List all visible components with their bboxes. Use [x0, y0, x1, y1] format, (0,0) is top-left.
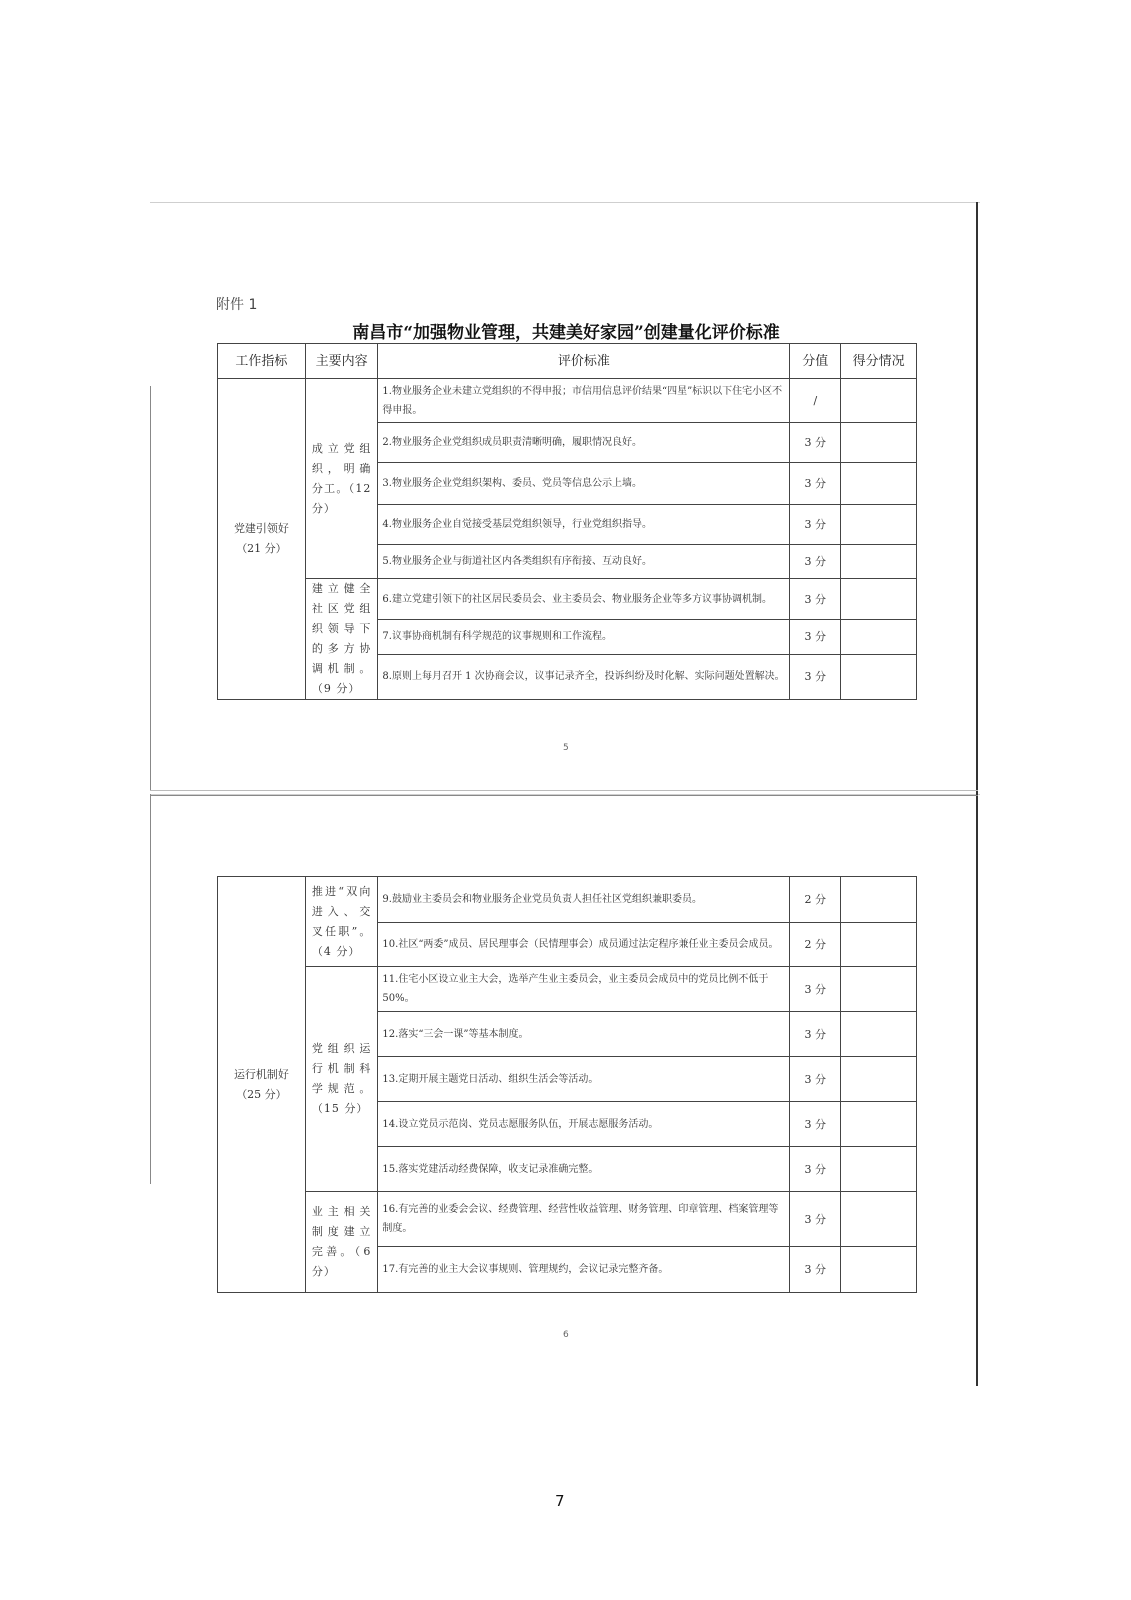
score-cell: 3 分: [790, 1012, 841, 1057]
score-cell: 3 分: [790, 545, 841, 579]
score-cell: 3 分: [790, 423, 841, 463]
header-obtained: 得分情况: [841, 344, 917, 379]
score-cell: 2 分: [790, 923, 841, 967]
scan-page-fold: [150, 790, 978, 796]
criteria-cell: 13.定期开展主题党日活动、组织生活会等活动。: [378, 1057, 790, 1102]
obtained-score-cell: [841, 654, 917, 699]
score-cell: 3 分: [790, 1057, 841, 1102]
obtained-score-cell: [841, 620, 917, 655]
document-title: 南昌市“加强物业管理，共建美好家园”创建量化评价标准: [352, 323, 780, 343]
evaluation-table-part-1: [217, 343, 917, 700]
evaluation-table-part-2: [217, 876, 917, 1293]
score-cell: 3 分: [790, 1247, 841, 1293]
criteria-cell: 3.物业服务企业党组织架构、委员、党员等信息公示上墙。: [378, 463, 790, 505]
score-cell: 3 分: [790, 620, 841, 655]
content-cell: 党组织运行机制科学规范。（15 分）: [305, 967, 378, 1192]
indicator-cell: 党建引领好（21 分）: [218, 379, 306, 700]
header-criteria: 评价标准: [378, 344, 790, 379]
obtained-score-cell: [841, 1102, 917, 1147]
obtained-score-cell: [841, 923, 917, 967]
criteria-cell: 5.物业服务企业与街道社区内各类组织有序衔接、互动良好。: [378, 545, 790, 579]
score-cell: 3 分: [790, 1102, 841, 1147]
obtained-score-cell: [841, 877, 917, 923]
score-cell: 3 分: [790, 1192, 841, 1247]
score-cell: 2 分: [790, 877, 841, 923]
content-cell: 成立党组织，明确分工。（12 分）: [305, 379, 378, 579]
criteria-cell: 7.议事协商机制有科学规范的议事规则和工作流程。: [378, 620, 790, 655]
scan-edge-left-top: [150, 386, 151, 790]
criteria-cell: 8.原则上每月召开 1 次协商会议，议事记录齐全，投诉纠纷及时化解、实际问题处置解决。: [378, 654, 790, 699]
attachment-label: 附件 1: [216, 297, 258, 313]
criteria-cell: 2.物业服务企业党组织成员职责清晰明确，履职情况良好。: [378, 423, 790, 463]
header-content: 主要内容: [305, 344, 378, 379]
obtained-score-cell: [841, 1057, 917, 1102]
obtained-score-cell: [841, 545, 917, 579]
criteria-cell: 6.建立党建引领下的社区居民委员会、业主委员会、物业服务企业等多方议事协调机制。: [378, 579, 790, 620]
header-indicator: 工作指标: [218, 344, 306, 379]
obtained-score-cell: [841, 463, 917, 505]
obtained-score-cell: [841, 1012, 917, 1057]
table-row: [218, 1192, 917, 1247]
score-cell: 3 分: [790, 579, 841, 620]
header-score: 分值: [790, 344, 841, 379]
content-cell: 建立健全社区党组织领导下的多方协调机制。（9 分）: [305, 579, 378, 700]
table-row: [218, 379, 917, 423]
obtained-score-cell: [841, 1147, 917, 1192]
criteria-cell: 10.社区“两委”成员、居民理事会（民情理事会）成员通过法定程序兼任业主委员会成员。: [378, 923, 790, 967]
obtained-score-cell: [841, 967, 917, 1012]
obtained-score-cell: [841, 505, 917, 545]
obtained-score-cell: [841, 579, 917, 620]
criteria-cell: 11.住宅小区设立业主大会，选举产生业主委员会，业主委员会成员中的党员比例不低于 50%。: [378, 967, 790, 1012]
criteria-cell: 4.物业服务企业自觉接受基层党组织领导，行业党组织指导。: [378, 505, 790, 545]
table-row: [218, 579, 917, 620]
content-cell: 推进“双向进入、交叉任职”。（4 分）: [305, 877, 378, 967]
score-cell: 3 分: [790, 967, 841, 1012]
scan-page-number: 5: [563, 743, 569, 753]
obtained-score-cell: [841, 423, 917, 463]
scan-page-number: 6: [563, 1330, 569, 1340]
indicator-cell: 运行机制好（25 分）: [218, 877, 306, 1293]
scan-edge-left-bottom: [150, 794, 151, 1184]
score-cell: 3 分: [790, 654, 841, 699]
content-cell: 业主相关制度建立完善。（6 分）: [305, 1192, 378, 1293]
obtained-score-cell: [841, 1192, 917, 1247]
criteria-cell: 14.设立党员示范岗、党员志愿服务队伍，开展志愿服务活动。: [378, 1102, 790, 1147]
criteria-cell: 17.有完善的业主大会议事规则、管理规约，会议记录完整齐备。: [378, 1247, 790, 1293]
obtained-score-cell: [841, 379, 917, 423]
criteria-cell: 16.有完善的业委会会议、经费管理、经营性收益管理、财务管理、印章管理、档案管理等制度。: [378, 1192, 790, 1247]
score-cell: 3 分: [790, 505, 841, 545]
table-row: [218, 877, 917, 923]
score-cell: /: [790, 379, 841, 423]
criteria-cell: 9.鼓励业主委员会和物业服务企业党员负责人担任社区党组织兼职委员。: [378, 877, 790, 923]
criteria-cell: 1.物业服务企业未建立党组织的不得申报；市信用信息评价结果“四星”标识以下住宅小区不得申报。: [378, 379, 790, 423]
score-cell: 3 分: [790, 463, 841, 505]
criteria-cell: 12.落实“三会一课”等基本制度。: [378, 1012, 790, 1057]
page-number: 7: [555, 1492, 565, 1510]
score-cell: 3 分: [790, 1147, 841, 1192]
obtained-score-cell: [841, 1247, 917, 1293]
table-row: [218, 967, 917, 1012]
criteria-cell: 15.落实党建活动经费保障，收支记录准确完整。: [378, 1147, 790, 1192]
table-header-row: [218, 344, 917, 379]
